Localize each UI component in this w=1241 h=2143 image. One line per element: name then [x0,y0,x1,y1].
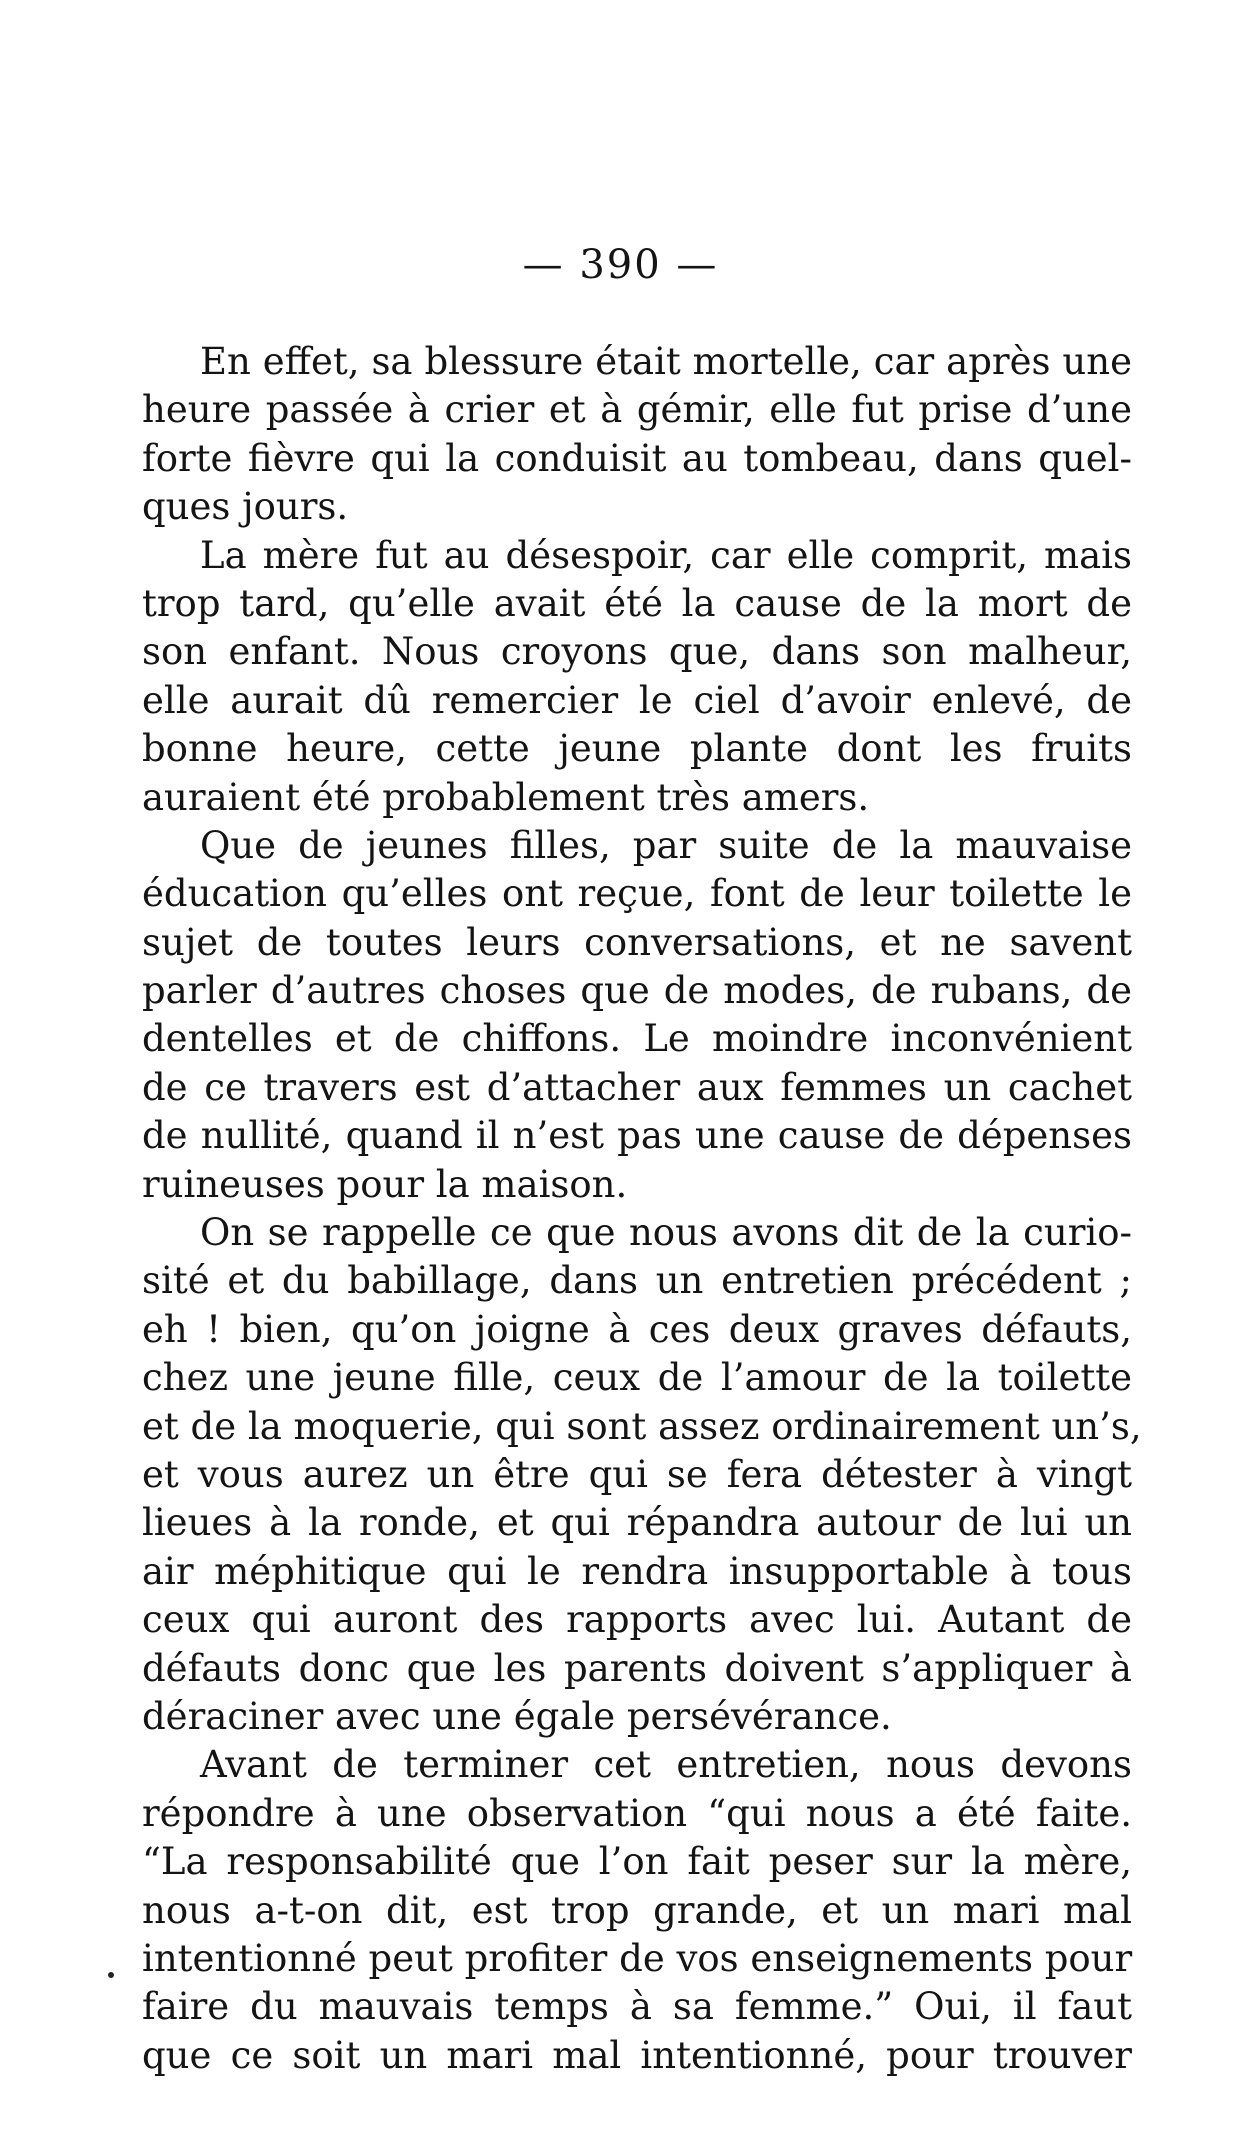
text-line: ques jours. [142,485,349,529]
text-line: dentelles et de chiffons. Le moindre inconvénient [142,1017,1132,1061]
text-line: En effet, sa blessure était mortelle, car après une [200,340,1132,383]
page-number: — 390 — [522,242,719,288]
text-line: heure passée à crier et à gémir, elle fut prise d’une [142,388,1132,432]
text-line: Avant de terminer cet entretien, nous devons [200,1743,1132,1787]
text-line: de nullité, quand il n’est pas une cause de dépenses [142,1114,1132,1158]
text-line: déraciner avec une égale persévérance. [142,1694,892,1738]
text-line: répondre à une observation “qui nous a été faite. [142,1791,1132,1835]
text-line: La mère fut au désespoir, car elle comprit, mais [200,533,1132,577]
text-line: Que de jeunes filles, par suite de la mauvaise [200,823,1132,867]
text-line: son enfant. Nous croyons que, dans son malheur, [142,630,1132,674]
text-line: sité et du babillage, dans un entretien précédent ; [142,1259,1132,1303]
text-line: elle aurait dû remercier le ciel d’avoir enlevé, de [142,678,1132,722]
text-line: ceux qui auront des rapports avec lui. Autant de [142,1598,1132,1642]
text-line: faire du mauvais temps à sa femme.” Oui, il faut [142,1985,1132,2029]
text-line: et de la moquerie, qui sont assez ordinairement un’s, [142,1404,1142,1448]
text-line: de ce travers est d’attacher aux femmes un cachet [142,1065,1132,1109]
text-line: et vous aurez un être qui se fera détester à vingt [142,1452,1132,1496]
text-line: intentionné peut profiter de vos enseignements pour [142,1936,1133,1980]
text-line: défauts donc que les parents doivent s’appliquer à [142,1646,1132,1690]
text-line: parler d’autres choses que de modes, de rubans, de [142,969,1132,1013]
text-line: air méphitique qui le rendra insupportable à tous [142,1549,1132,1593]
text-line: “La responsabilité que l’on fait peser sur la mère, [142,1840,1132,1884]
text-line: chez une jeune fille, ceux de l’amour de la toilette [142,1356,1132,1400]
text-line: lieues à la ronde, et qui répandra autour de lui un [142,1501,1132,1545]
text-line: que ce soit un mari mal intentionné, pour trouver [142,2033,1132,2077]
text-line: éducation qu’elles ont reçue, font de leur toilette le [142,872,1132,916]
text-line: forte fièvre qui la conduisit au tombeau, dans quel- [142,436,1132,480]
body-text [142,338,1142,2080]
text-line: nous a-t-on dit, est trop grande, et un mari mal [142,1888,1132,1932]
text-line: eh ! bien, qu’on joigne à ces deux graves défauts, [142,1307,1132,1351]
text-line: auraient été probablement très amers. [142,775,870,819]
text-line: sujet de toutes leurs conversations, et ne savent [142,920,1132,964]
text-line: trop tard, qu’elle avait été la cause de la mort de [142,581,1132,625]
ink-speck [108,1972,114,1978]
text-line: bonne heure, cette jeune plante dont les fruits [142,727,1132,771]
text-line: ruineuses pour la maison. [142,1162,628,1206]
text-line: On se rappelle ce que nous avons dit de la curio- [200,1211,1132,1255]
